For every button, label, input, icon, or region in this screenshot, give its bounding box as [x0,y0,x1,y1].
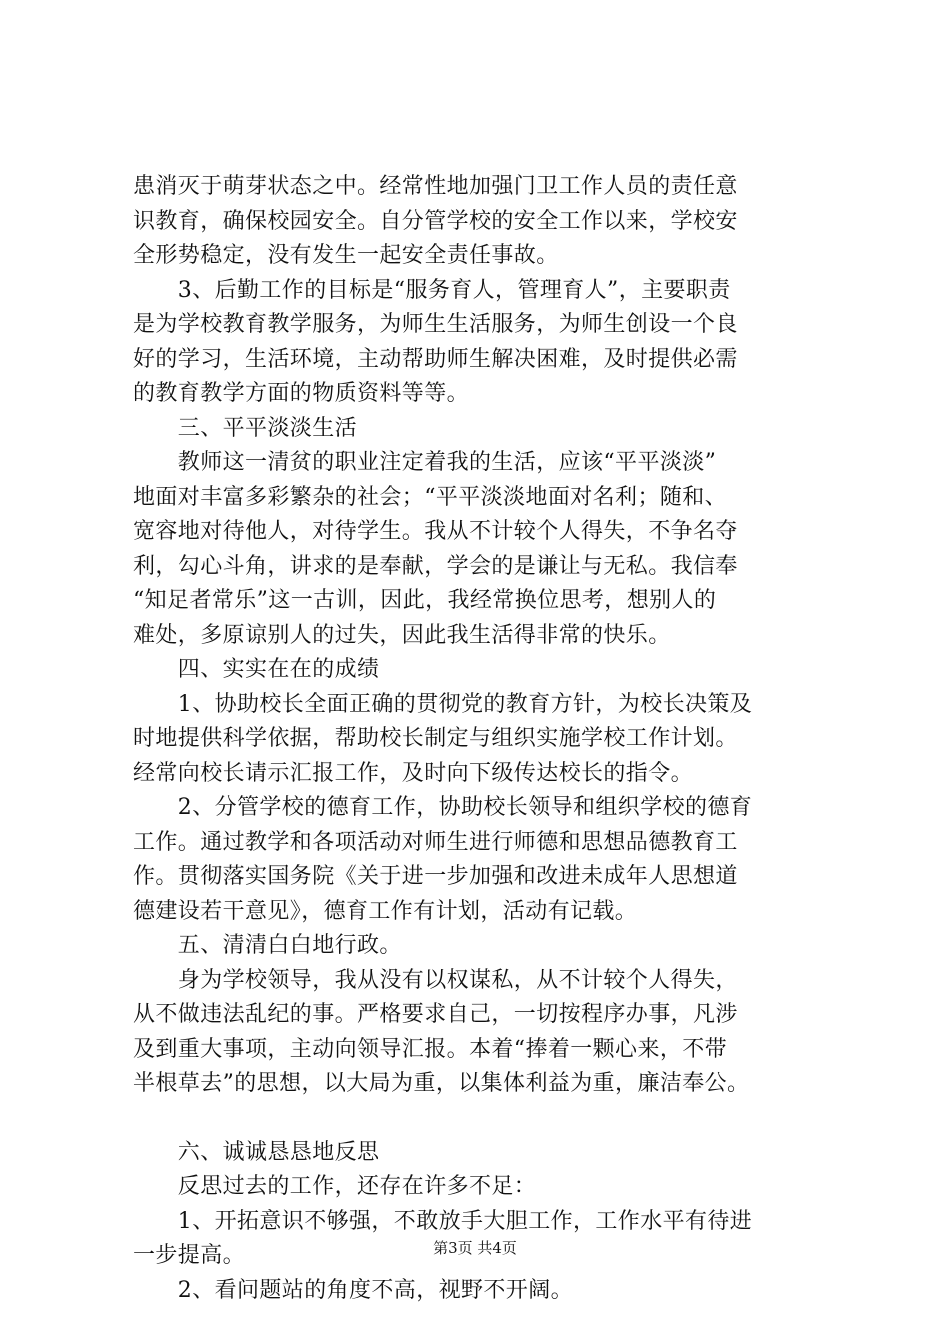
text-line: 德建设若干意见》，德育工作有计划，活动有记载。 [133,898,638,924]
text-line: 2、分管学校的德育工作，协助校长领导和组织学校的德育 [133,795,753,820]
text-line: 患消灭于萌芽状态之中。经常性地加强门卫工作人员的责任意 [133,174,738,199]
text-line: “知足者常乐”这一古训，因此，我经常换位思考，想别人的 [133,588,717,613]
text-line: 识教育，确保校园安全。自分管学校的安全工作以来，学校安 [133,208,738,234]
paragraph-gap [133,1102,833,1136]
section-heading: 四、实实在在的成绩 [133,657,380,682]
text-line: 好的学习，生活环境，主动帮助师生解决困难，及时提供必需 [133,346,738,372]
text-line: 经常向校长请示汇报工作，及时向下级传达校长的指令。 [133,760,694,786]
text-line: 反思过去的工作，还存在许多不足： [133,1174,537,1199]
text-line: 宽容地对待他人，对待学生。我从不计较个人得失，不争名夺 [133,519,738,544]
text-line: 时地提供科学依据，帮助校长制定与组织实施学校工作计划。 [133,726,738,751]
text-line: 地面对丰富多彩繁杂的社会；“平平淡淡地面对名利；随和、 [133,484,728,510]
document-body [133,170,833,1308]
section-heading: 六、诚诚恳恳地反思 [133,1139,380,1165]
text-line: 一步提高。 [133,1243,246,1268]
text-line: 工作。通过教学和各项活动对师生进行师德和思想品德教育工 [133,829,738,855]
section-heading: 五、清清白白地行政。 [133,933,402,958]
text-line: 的教育教学方面的物质资料等等。 [133,381,470,406]
text-line: 利，勾心斗角，讲求的是奉献，学会的是谦让与无私。我信奉 [133,553,738,579]
text-line: 半根草去”的思想，以大局为重，以集体利益为重，廉洁奉公。 [133,1071,750,1096]
text-line: 及到重大事项，主动向领导汇报。本着“捧着一颗心来，不带 [133,1036,728,1062]
text-line: 身为学校领导，我从没有以权谋私，从不计较个人得失， [133,967,738,993]
text-line: 教师这一清贫的职业注定着我的生活，应该“平平淡淡” [133,450,717,475]
text-line: 难处，多原谅别人的过失，因此我生活得非常的快乐。 [133,622,671,648]
text-line: 1、开拓意识不够强，不敢放手大胆工作，工作水平有待进 [133,1208,753,1234]
text-line: 3、后勤工作的目标是“服务育人，管理育人”，主要职责 [133,277,731,303]
section-heading: 三、平平淡淡生活 [133,415,358,441]
text-line: 1、协助校长全面正确的贯彻党的教育方针，为校长决策及 [133,691,753,717]
text-line: 2、看问题站的角度不高，视野不开阔。 [133,1277,573,1303]
text-line: 是为学校教育教学服务，为师生生活服务，为师生创设一个良 [133,312,738,337]
text-line: 作。贯彻落实国务院《关于进一步加强和改进未成年人思想道 [133,864,738,889]
text-line: 从不做违法乱纪的事。严格要求自己，一切按程序办事，凡涉 [133,1002,738,1027]
text-line: 全形势稳定，没有发生一起安全责任事故。 [133,243,559,268]
page-number-footer: 第3页 共4页 [433,1239,517,1257]
